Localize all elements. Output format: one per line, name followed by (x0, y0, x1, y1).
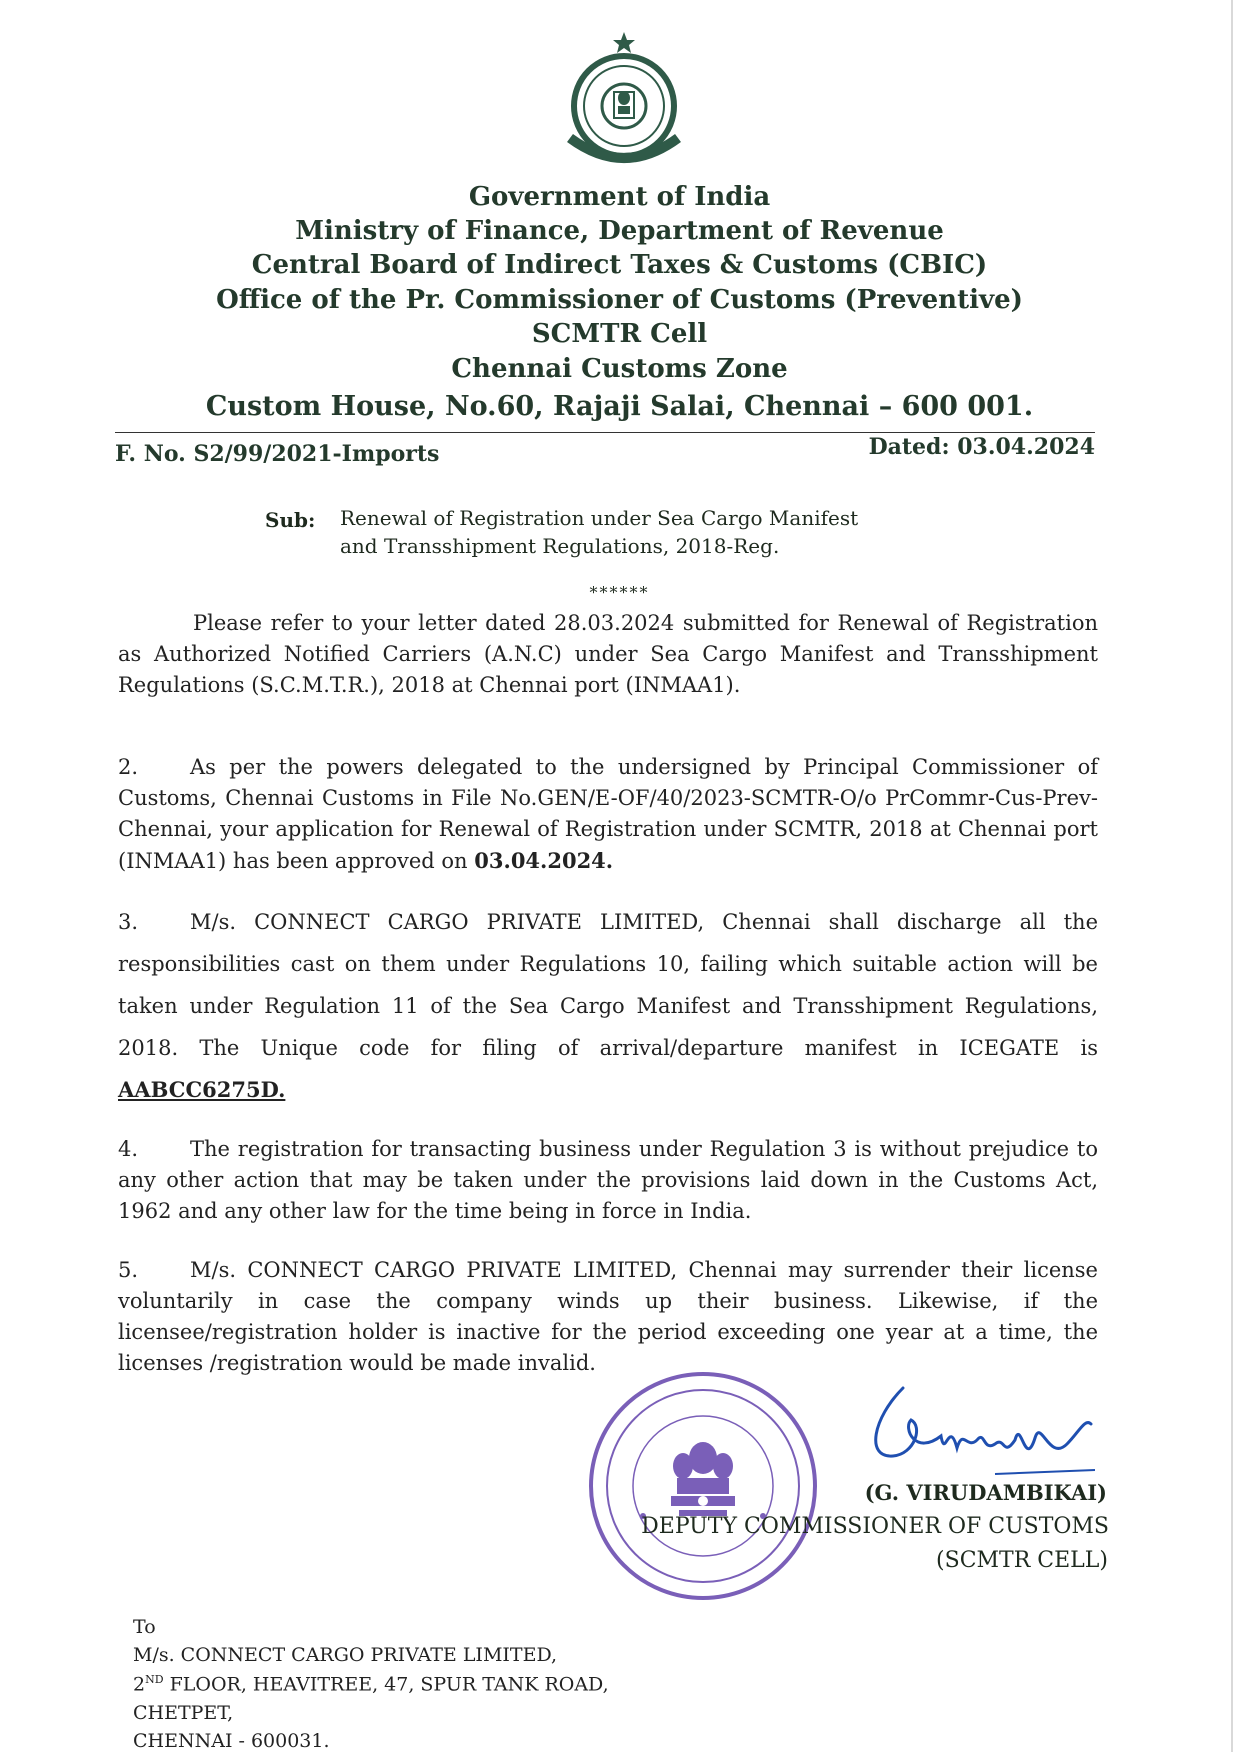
letter-date: Dated: 03.04.2024 (868, 434, 1095, 460)
file-number: F. No. S2/99/2021-Imports (115, 441, 440, 467)
official-stamp-icon (583, 1366, 823, 1606)
address-city: CHENNAI - 600031. (133, 1730, 330, 1752)
signatory-cell: (SCMTR CELL) (936, 1548, 1108, 1573)
cbic-emblem-icon (556, 28, 692, 178)
address-company: M/s. CONNECT CARGO PRIVATE LIMITED, (133, 1644, 558, 1666)
subject-text (340, 504, 940, 560)
paragraph-number: 3. (118, 910, 139, 934)
header-address: Custom House, No.60, Rajaji Salai, Chennai – 600 001. (205, 391, 1034, 422)
address-locality: CHETPET, (133, 1702, 234, 1724)
address-street-rest: FLOOR, HEAVITREE, 47, SPUR TANK ROAD, (163, 1673, 609, 1696)
paragraph-5-text: M/s. CONNECT CARGO PRIVATE LIMITED, Chennai may surrender their license voluntarily in case the company winds up their business. Likewise, if the licensee/registration holder is inactive for the period exceeding one year at a time, the licenses /registration would be made invalid. (118, 1258, 1098, 1375)
address-street (133, 1673, 609, 1695)
address-floor: 2 (133, 1673, 146, 1696)
header-divider (115, 432, 1095, 433)
address-to: To (133, 1616, 156, 1638)
signatory-name: (G. VIRUDAMBIKAI) (864, 1480, 1107, 1505)
header-zone: Chennai Customs Zone (451, 354, 788, 384)
paragraph-1: Please refer to your letter dated 28.03.2024 submitted for Renewal of Registration as Authorized Notified Carriers (A.N.C) under Sea Cargo Manifest and Transshipment Regulations (S.C.M.T.R.), 2018 at Chennai port (INMAA1). (118, 611, 1098, 697)
subject-line-2: and Transshipment Regulations, 2018-Reg. (340, 534, 780, 558)
paragraph-3 (118, 901, 1098, 1111)
approval-date: 03.04.2024. (474, 848, 614, 873)
header-government: Government of India (468, 182, 771, 212)
address-floor-suffix: ND (145, 1673, 164, 1686)
paragraph-4-text: The registration for transacting business under Regulation 3 is without prejudice to any other action that may be taken under the provisions laid down in the Customs Act, 1962 and any other law for the time being in force in India. (118, 1137, 1098, 1223)
header-ministry: Ministry of Finance, Department of Revenue (295, 216, 944, 246)
separator: ****** (589, 583, 650, 602)
paragraph-2-text: As per the powers delegated to the undersigned by Principal Commissioner of Customs, Chennai Customs in File No.GEN/E-OF/40/2023-SCMTR-O/o PrCommr-Cus-Prev-Chennai, your application for Renewal of Registration under SCMTR, 2018 at Chennai port (INMAA1) has been approved on (118, 755, 1098, 873)
unique-code: AABCC6275D. (118, 1077, 286, 1102)
signatory-title: DEPUTY COMMISSIONER OF CUSTOMS (641, 1514, 1109, 1539)
subject-label: Sub: (265, 508, 316, 532)
paragraph-3-text: M/s. CONNECT CARGO PRIVATE LIMITED, Chennai shall discharge all the responsibilities cast on them under Regulations 10, failing which suitable action will be taken under Regulation 11 of the Sea Cargo Manifest and Transshipment Regulations, 2018. The Unique code for filing of arrival/departure manifest in ICEGATE is (118, 910, 1098, 1060)
header-board: Central Board of Indirect Taxes & Customs (CBIC) (251, 250, 988, 280)
paragraph-4 (118, 1134, 1098, 1227)
header-cell: SCMTR Cell (531, 319, 708, 349)
paragraph-number: 5. (118, 1258, 139, 1282)
paragraph-5 (118, 1255, 1098, 1379)
paragraph-2 (118, 752, 1098, 877)
paragraph-number: 4. (118, 1137, 139, 1161)
header-office: Office of the Pr. Commissioner of Customs (Preventive) (216, 285, 1023, 315)
paragraph-number: 2. (118, 755, 139, 779)
subject-line-1: Renewal of Registration under Sea Cargo Manifest (340, 506, 859, 530)
